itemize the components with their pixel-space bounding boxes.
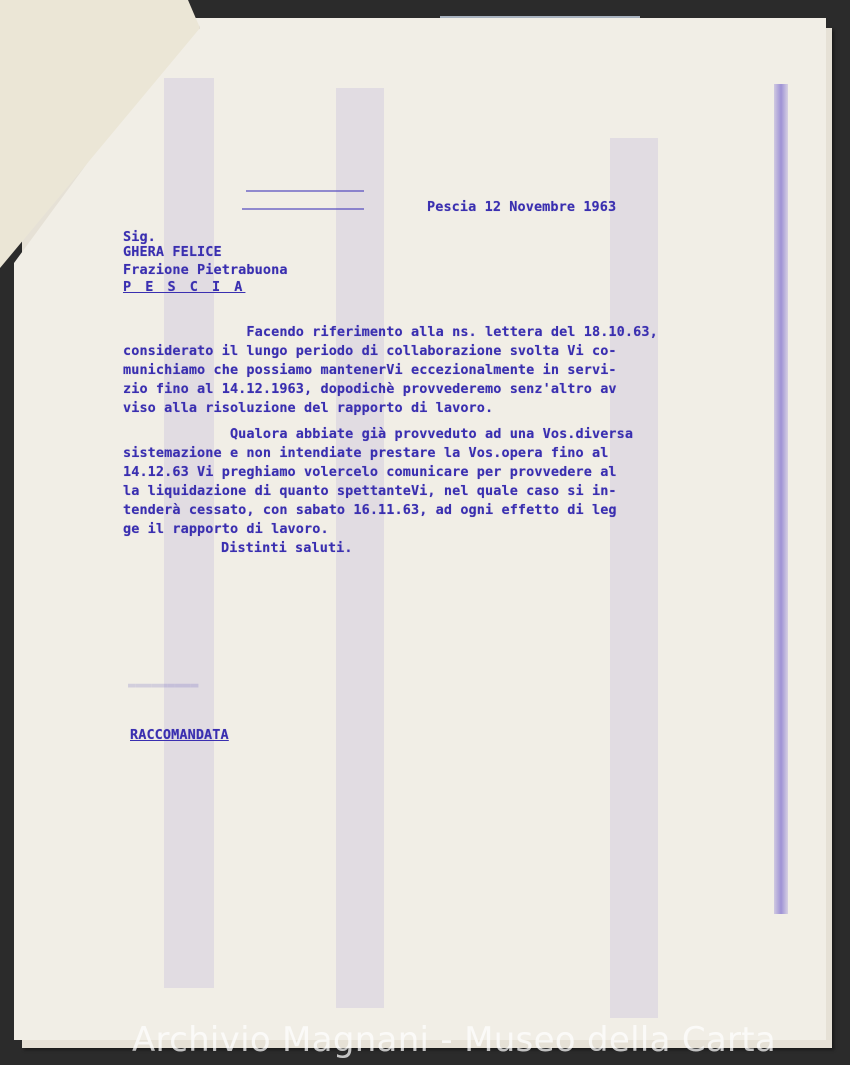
margin-ink-line — [774, 84, 788, 914]
closing-salutation: Distinti saluti. — [221, 540, 353, 556]
mail-type-label: RACCOMANDATA — [130, 727, 229, 743]
strike-line — [242, 208, 364, 210]
strike-line — [246, 190, 364, 192]
recipient-name: GHERA FELICE — [123, 244, 222, 260]
recipient-locality: Frazione Pietrabuona — [123, 262, 288, 278]
body-paragraph-2: Qualora abbiate già provveduto ad una Vos.diversa sistemazione e non intendiate prestare la Vos.opera fino al 14.12.63 Vi preghiamo volercelo comunicare per provvedere al la liquidazione di quanto spettanteVi, nel quale caso si in- tenderà cessato, con sabato 16.11.63, ad ogni effetto di leg ge il rapporto di lavoro. — [123, 426, 634, 537]
ink-bleed-band — [610, 138, 658, 1018]
faded-stamp-ghost: ▬▬▬▬▬▬▬▬▬ — [128, 678, 199, 693]
recipient-salutation: Sig. — [123, 229, 156, 245]
recipient-city: P E S C I A — [123, 279, 246, 295]
body-paragraph-1: Facendo riferimento alla ns. lettera del 18.10.63, considerato il lungo periodo di collaborazione svolta Vi co- munichiamo che possiamo mantenerVi eccezionalmente in servi- zio fino al 14.12.1963, dopodichè provvederemo senz'altro av viso alla risoluzione del rapporto di lavoro. — [123, 324, 658, 416]
archive-watermark: Archivio Magnani - Museo della Carta — [132, 1020, 777, 1060]
place-date: Pescia 12 Novembre 1963 — [427, 199, 617, 215]
